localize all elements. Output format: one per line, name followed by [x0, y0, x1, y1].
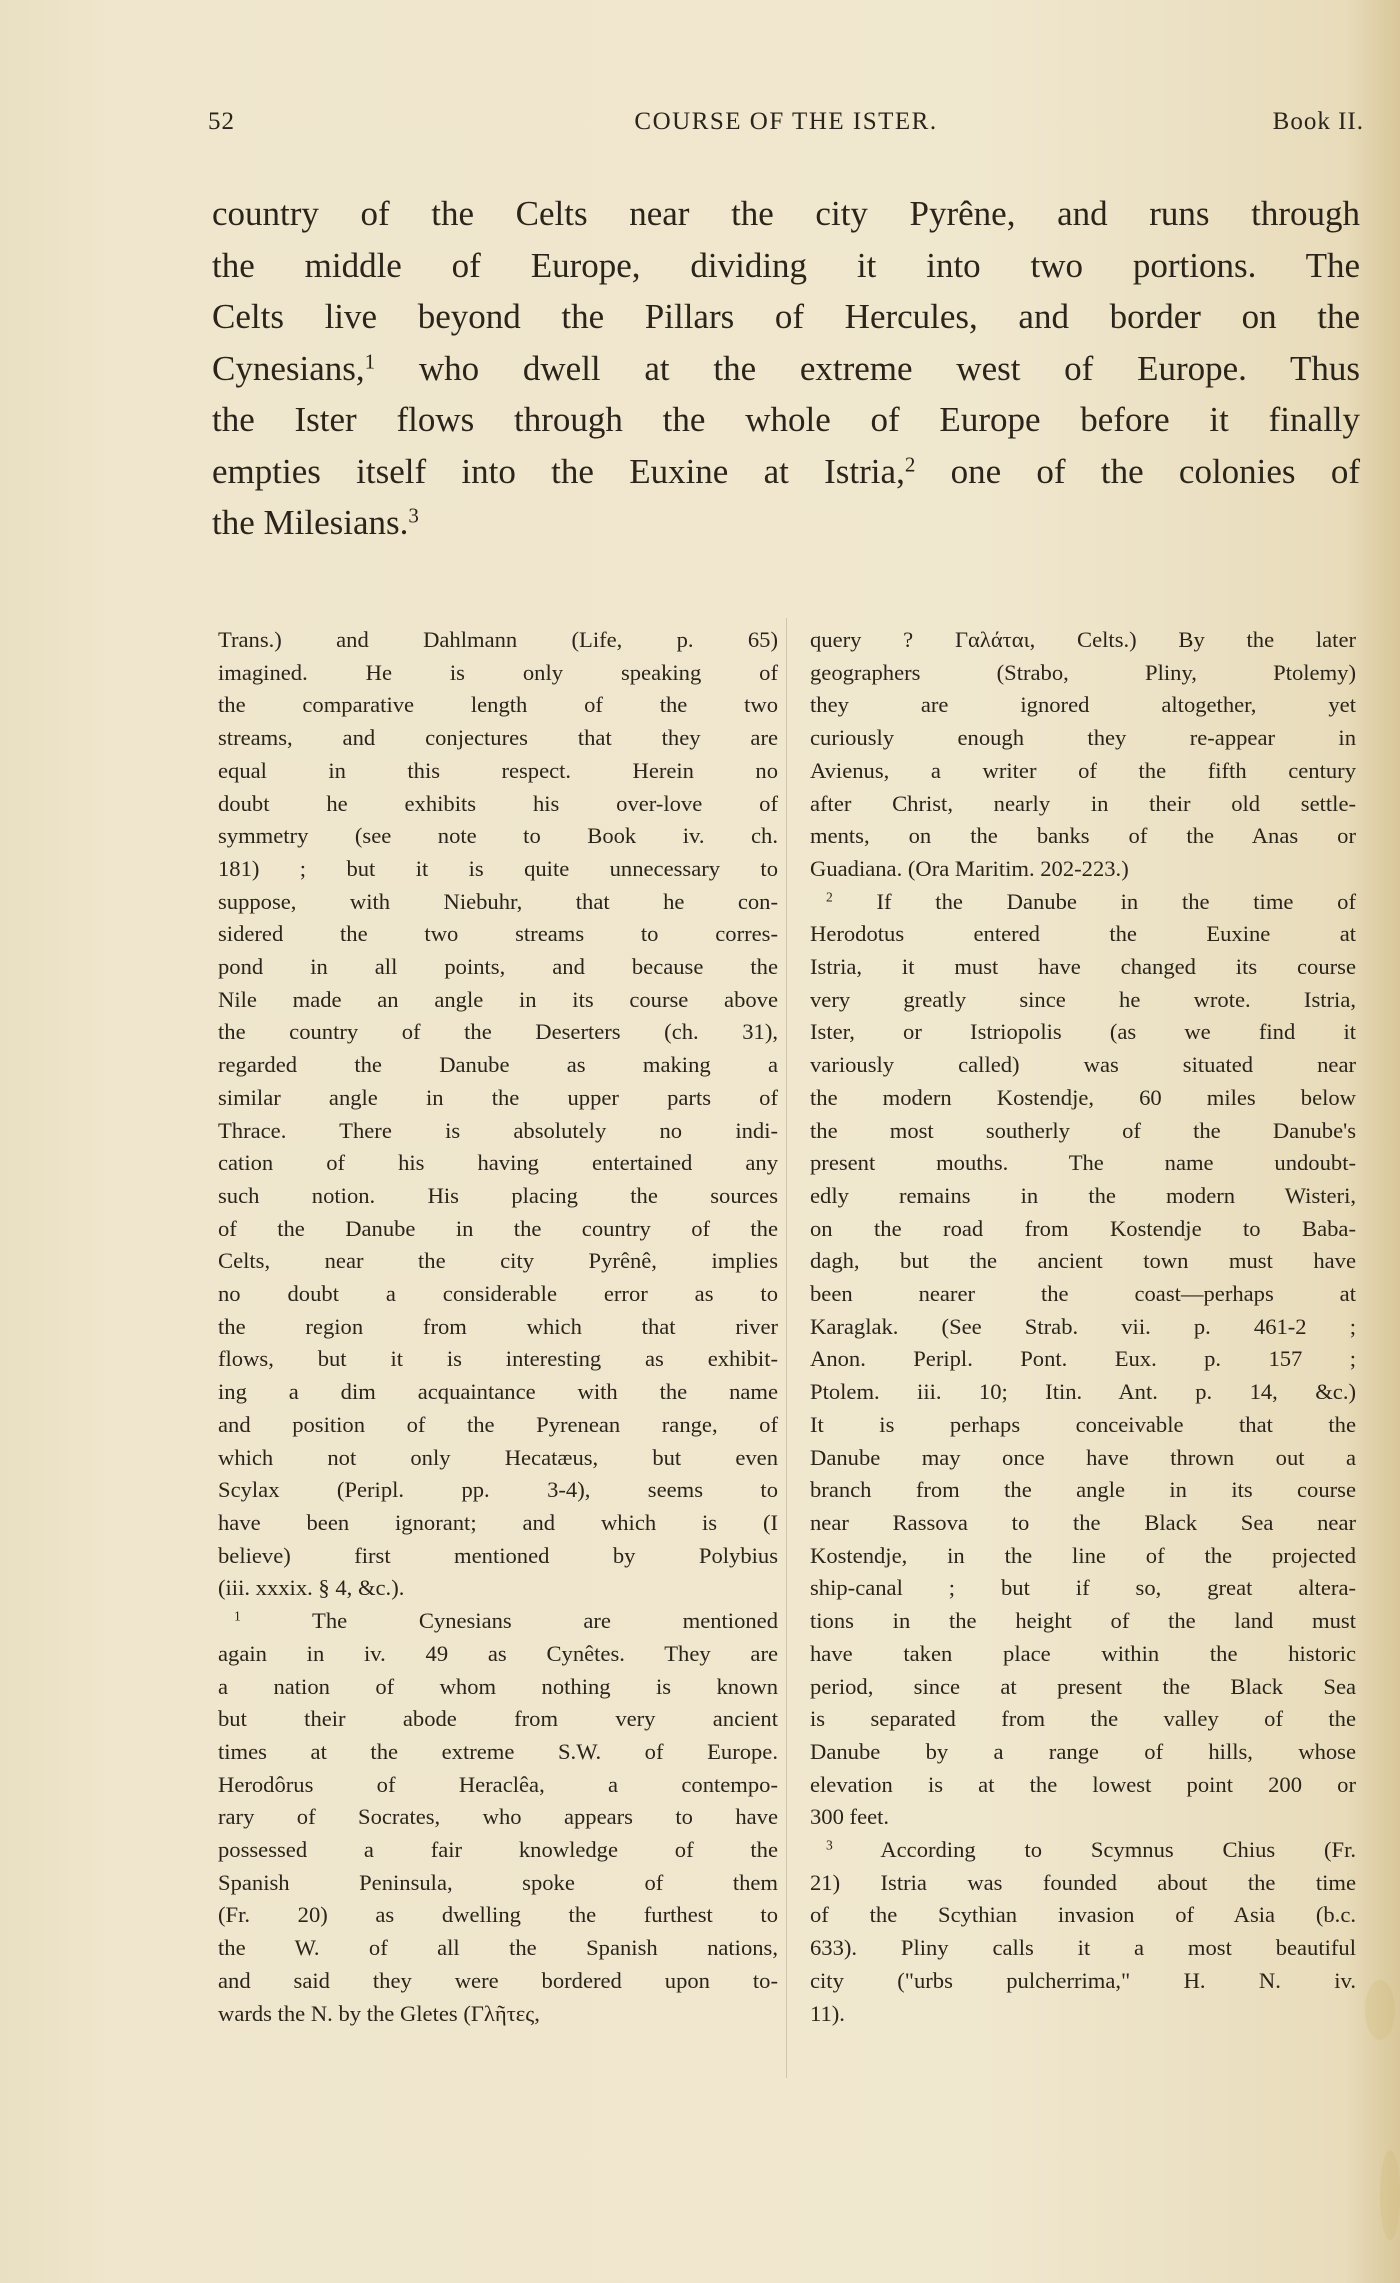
footnote-line: Karaglak. (See Strab. vii. p. 461-2 ; [810, 1313, 1356, 1339]
main-text-line: Cynesians,$^1$ who dwell at the extreme west of Europe. Thus [212, 348, 1360, 388]
book-label: Book II. [1272, 108, 1364, 135]
footnote-line: Thrace. There is absolutely no indi- [218, 1117, 778, 1143]
footnote-line: again in iv. 49 as Cynêtes. They are [218, 1640, 778, 1666]
footnote-line: edly remains in the modern Wisteri, [810, 1182, 1356, 1208]
footnote-line: Danube by a range of hills, whose [810, 1738, 1356, 1764]
footnote-line: been nearer the coast—perhaps at [810, 1281, 1356, 1307]
footnote-line: doubt he exhibits his over-love of [218, 790, 778, 816]
footnote-line: ments, on the banks of the Anas or [810, 823, 1356, 849]
footnote-line: branch from the angle in its course [810, 1477, 1356, 1503]
footnote-line: the country of the Deserters (ch. 31), [218, 1019, 778, 1045]
main-text-line: Celts live beyond the Pillars of Hercules, and border on the [212, 297, 1360, 336]
footnote-line: symmetry (see note to Book iv. ch. [218, 823, 778, 849]
footnote-line: $^2$ If the Danube in the time of [826, 888, 1356, 914]
footnote-line: the comparative length of the two [218, 692, 778, 718]
footnote-line: It is perhaps conceivable that the [810, 1411, 1356, 1437]
footnotes-left-column [218, 624, 778, 2030]
footnote-line: elevation is at the lowest point 200 or [810, 1771, 1356, 1797]
footnote-line: Herodotus entered the Euxine at [810, 921, 1356, 947]
footnote-line: Avienus, a writer of the fifth century [810, 757, 1356, 783]
footnote-line: but their abode from very ancient [218, 1706, 778, 1732]
footnote-line: on the road from Kostendje to Baba- [810, 1215, 1356, 1241]
main-text-line: empties itself into the Euxine at Istria,$^2$ one of the colonies of [212, 451, 1360, 491]
footnote-line: Spanish Peninsula, spoke of them [218, 1869, 778, 1895]
footnote-line: Trans.) and Dahlmann (Life, p. 65) [218, 627, 778, 652]
footnote-line: the W. of all the Spanish nations, [218, 1935, 778, 1961]
footnote-line: $^1$ The Cynesians are mentioned [234, 1608, 778, 1634]
footnote-line: flows, but it is interesting as exhibit- [218, 1346, 778, 1372]
footnote-line: no doubt a considerable error as to [218, 1281, 778, 1307]
footnote-line: Ptolem. iii. 10; Itin. Ant. p. 14, &c.) [810, 1379, 1356, 1405]
footnote-line: the most southerly of the Danube's [810, 1117, 1356, 1143]
footnote-line: of the Scythian invasion of Asia (b.c. [810, 1902, 1356, 1928]
footnote-line: city ("urbs pulcherrima," H. N. iv. [810, 1967, 1356, 1993]
main-text-line: the Milesians.$^3$ [212, 503, 419, 542]
footnote-line: imagined. He is only speaking of [218, 659, 778, 685]
main-text-line: country of the Celts near the city Pyrêne, and runs through [212, 194, 1360, 233]
footnote-line: the region from which that river [218, 1313, 778, 1339]
footnote-line: a nation of whom nothing is known [218, 1673, 778, 1699]
page-header [208, 108, 1364, 148]
footnote-line: suppose, with Niebuhr, that he con- [218, 888, 778, 914]
footnote-line: period, since at present the Black Sea [810, 1673, 1356, 1699]
column-divider [786, 618, 787, 2078]
footnotes-right-column [810, 624, 1356, 2030]
page-number: 52 [208, 108, 235, 135]
footnote-line: 633). Pliny calls it a most beautiful [810, 1935, 1356, 1961]
footnote-line: have been ignorant; and which is (I [218, 1509, 778, 1535]
footnote-line: Ister, or Istriopolis (as we find it [810, 1019, 1356, 1045]
footnote-line: and said they were bordered upon to- [218, 1967, 778, 1993]
running-title: COURSE OF THE ISTER. [634, 108, 938, 135]
footnote-line: the modern Kostendje, 60 miles below [810, 1084, 1356, 1110]
footnote-line: believe) first mentioned by Polybius [218, 1542, 778, 1568]
footnote-line: 300 feet. [810, 1804, 890, 1830]
footnote-line: (iii. xxxix. § 4, &c.). [218, 1575, 405, 1601]
footnote-line: after Christ, nearly in their old settle- [810, 790, 1356, 816]
footnote-line: rary of Socrates, who appears to have [218, 1804, 778, 1830]
footnote-line: and position of the Pyrenean range, of [218, 1411, 778, 1437]
footnote-line: wards the N. by the Gletes (Γλῆτες, [218, 2000, 540, 2026]
footnote-line: present mouths. The name undoubt- [810, 1150, 1356, 1176]
footnote-line: similar angle in the upper parts of [218, 1084, 778, 1110]
footnote-line: 11). [810, 2000, 845, 2026]
footnote-line: they are ignored altogether, yet [810, 692, 1356, 718]
footnote-line: cation of his having entertained any [218, 1150, 778, 1176]
footnote-line: variously called) was situated near [810, 1052, 1356, 1078]
footnote-line: Anon. Peripl. Pont. Eux. p. 157 ; [810, 1346, 1356, 1372]
footnote-line: Istria, it must have changed its course [810, 954, 1356, 980]
footnote-line: curiously enough they re-appear in [810, 725, 1356, 751]
footnote-line: have taken place within the historic [810, 1640, 1356, 1666]
footnote-line: near Rassova to the Black Sea near [810, 1509, 1356, 1535]
footnote-line: which not only Hecatæus, but even [218, 1444, 778, 1470]
footnote-line: possessed a fair knowledge of the [218, 1837, 778, 1863]
footnote-line: Guadiana. (Ora Maritim. 202-223.) [810, 855, 1129, 881]
footnote-line: tions in the height of the land must [810, 1608, 1356, 1634]
footnote-line: query ? Γαλάται, Celts.) By the later [810, 627, 1356, 652]
footnote-line: ing a dim acquaintance with the name [218, 1379, 778, 1405]
footnote-line: very greatly since he wrote. Istria, [810, 986, 1356, 1012]
footnote-line: geographers (Strabo, Pliny, Ptolemy) [810, 659, 1356, 685]
footnote-line: 21) Istria was founded about the time [810, 1869, 1356, 1895]
foxing-stain [1380, 2150, 1400, 2240]
footnote-line: regarded the Danube as making a [218, 1052, 778, 1078]
footnote-line: $^3$ According to Scymnus Chius (Fr. [826, 1837, 1356, 1863]
footnote-line: dagh, but the ancient town must have [810, 1248, 1356, 1274]
foxing-stain [1365, 1980, 1395, 2040]
footnote-line: Celts, near the city Pyrênê, implies [218, 1248, 778, 1274]
main-text-line: the middle of Europe, dividing it into two portions. The [212, 245, 1360, 285]
footnote-line: is separated from the valley of the [810, 1706, 1356, 1732]
footnote-line: Kostendje, in the line of the projected [810, 1542, 1356, 1568]
footnote-line: of the Danube in the country of the [218, 1215, 778, 1241]
footnote-line: streams, and conjectures that they are [218, 725, 778, 751]
main-text [212, 188, 1360, 549]
footnote-line: Scylax (Peripl. pp. 3-4), seems to [218, 1477, 778, 1503]
footnote-line: equal in this respect. Herein no [218, 757, 778, 783]
footnote-line: (Fr. 20) as dwelling the furthest to [218, 1902, 778, 1928]
footnote-line: times at the extreme S.W. of Europe. [218, 1738, 778, 1764]
footnote-line: Danube may once have thrown out a [810, 1444, 1356, 1470]
footnote-line: 181) ; but it is quite unnecessary to [218, 855, 778, 881]
main-text-line: the Ister flows through the whole of Europe before it finally [212, 400, 1360, 439]
footnote-line: sidered the two streams to corres- [218, 921, 778, 947]
footnote-line: such notion. His placing the sources [218, 1182, 778, 1208]
footnote-line: Nile made an angle in its course above [218, 986, 778, 1012]
footnote-line: ship-canal ; but if so, great altera- [810, 1575, 1356, 1601]
footnote-line: pond in all points, and because the [218, 954, 778, 980]
footnote-line: Herodôrus of Heraclêa, a contempo- [218, 1771, 778, 1797]
